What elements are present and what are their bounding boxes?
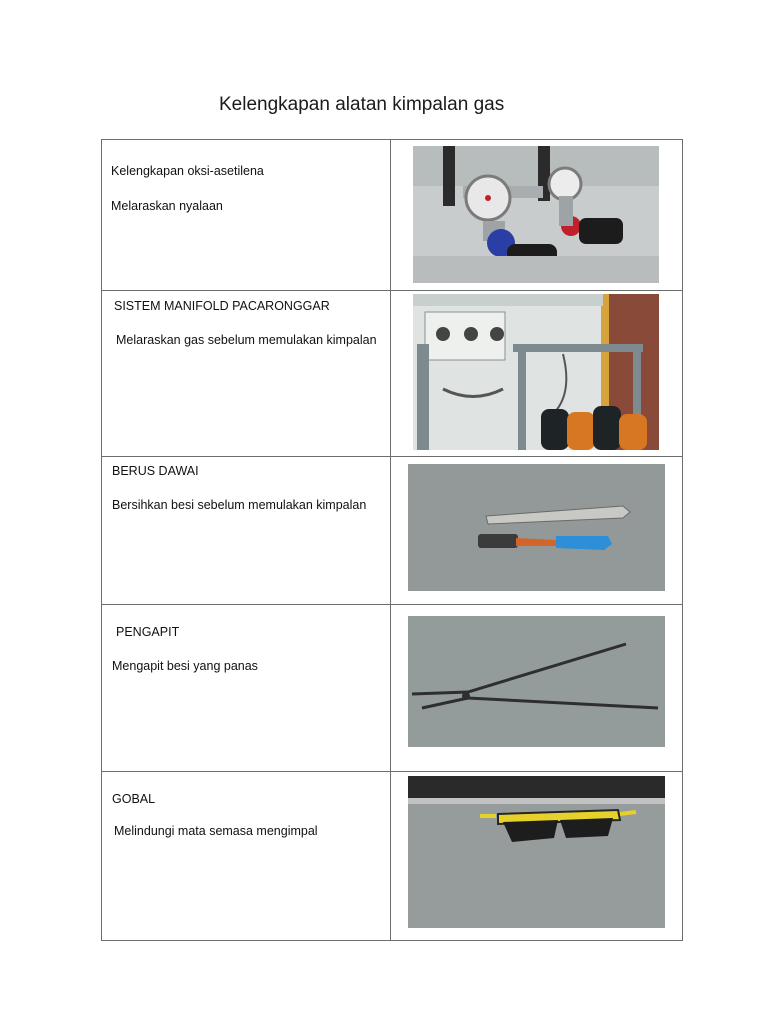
item-name: PENGAPIT [116, 625, 180, 639]
item-description: Bersihkan besi sebelum memulakan kimpalan [112, 498, 367, 512]
item-description: Melindungi mata semasa mengimpal [114, 824, 318, 838]
wire-brush-icon [408, 464, 665, 591]
item-name: Kelengkapan oksi-asetilena [111, 164, 264, 178]
tongs-icon [408, 616, 665, 747]
image-cell [391, 605, 683, 772]
table-row [102, 140, 683, 291]
item-description: Mengapit besi yang panas [112, 659, 258, 673]
item-name: GOBAL [112, 792, 156, 806]
gas-manifold-icon [413, 294, 659, 450]
image-cell [391, 457, 683, 605]
text-cell [102, 457, 391, 605]
table-row [102, 457, 683, 605]
item-name: SISTEM MANIFOLD PACARONGGAR [114, 299, 330, 313]
equipment-table [101, 139, 683, 941]
image-cell [391, 140, 683, 291]
text-cell [102, 291, 391, 457]
image-cell [391, 291, 683, 457]
image-cell [391, 772, 683, 941]
table-row [102, 605, 683, 772]
text-cell [102, 772, 391, 941]
goggles-icon [408, 776, 665, 928]
table-row [102, 772, 683, 941]
table-row [102, 291, 683, 457]
text-cell [102, 605, 391, 772]
gas-regulator-icon [413, 146, 659, 283]
item-description: Melaraskan gas sebelum memulakan kimpalan [116, 333, 377, 347]
text-cell [102, 140, 391, 291]
page-title: Kelengkapan alatan kimpalan gas [219, 94, 505, 115]
item-name: BERUS DAWAI [112, 464, 199, 478]
item-description: Melaraskan nyalaan [111, 199, 223, 213]
